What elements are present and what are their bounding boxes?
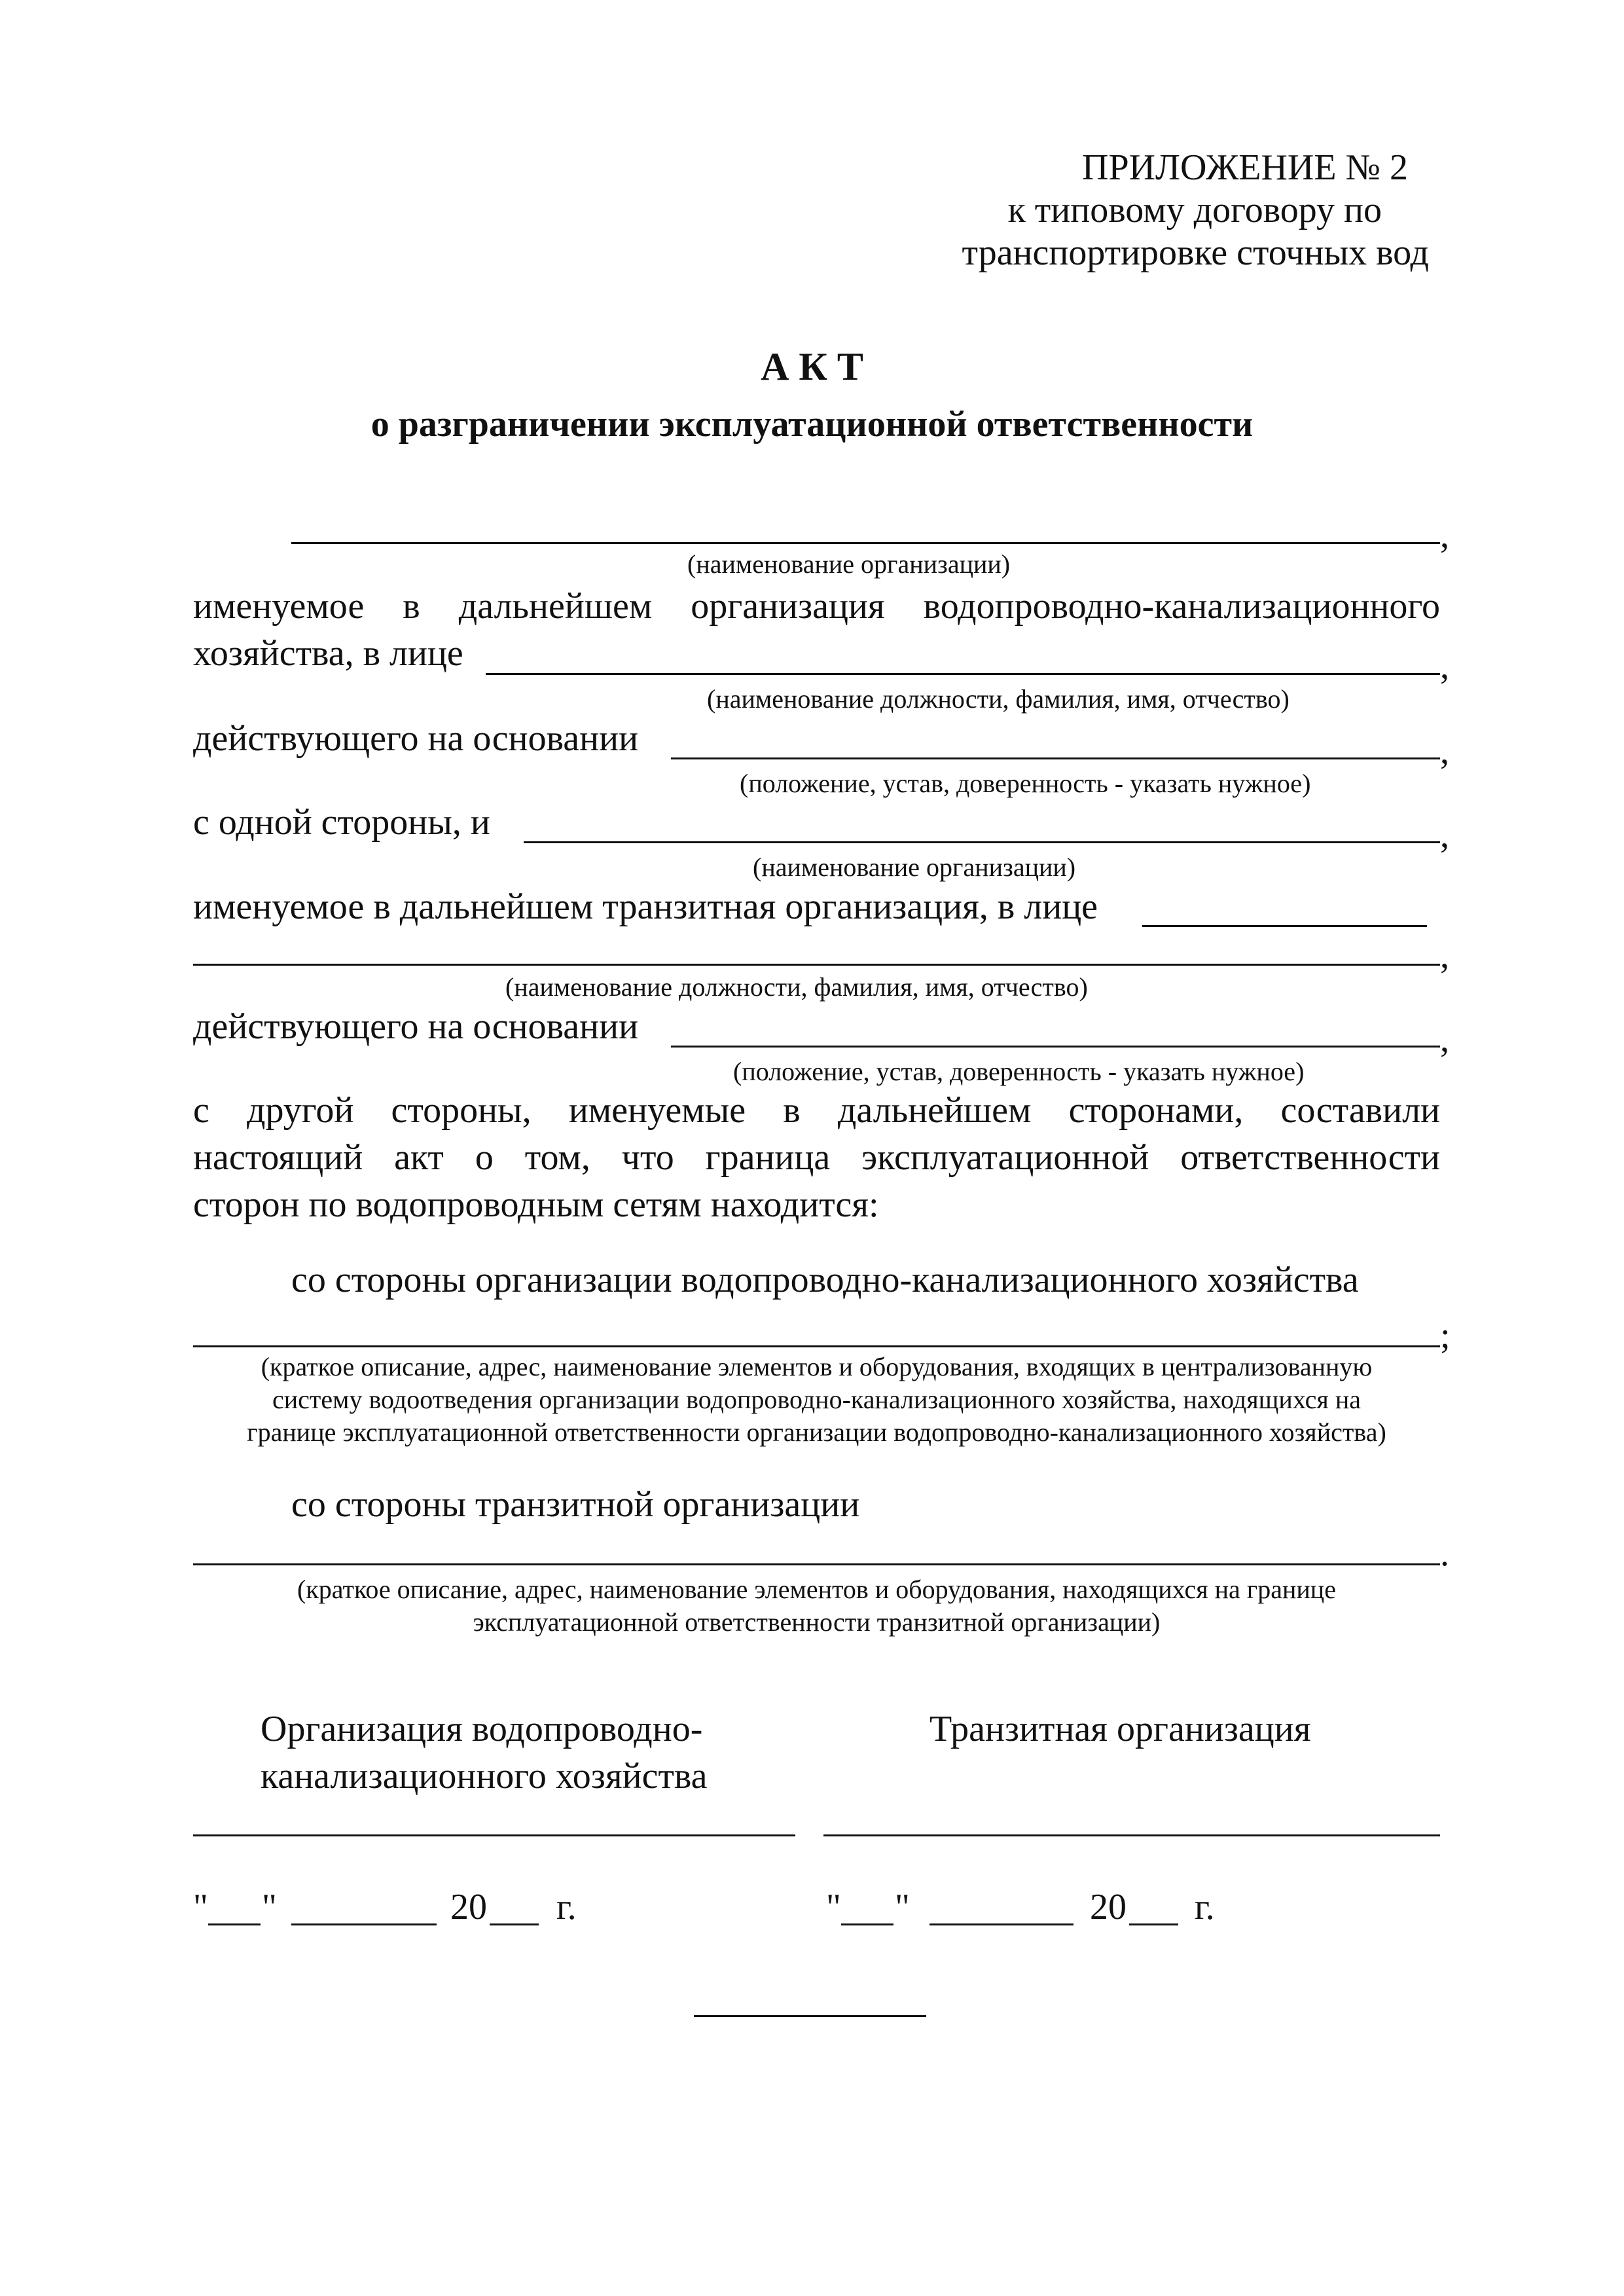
comma: ,: [1440, 936, 1449, 976]
wss-signature-field[interactable]: [193, 1834, 795, 1836]
comma: ,: [1440, 646, 1449, 687]
year-prefix: 20: [450, 1887, 487, 1927]
wss-side-heading: со стороны организации водопроводно-канализационного хозяйства: [291, 1260, 1359, 1300]
wss-designation-text: именуемое в дальнейшем организация водопроводно-канализационного: [193, 586, 1440, 627]
year-suffix: г.: [556, 1887, 577, 1927]
transit-boundary-caption-2: эксплуатационной ответственности транзитной организации): [473, 1607, 1161, 1637]
wss-signature-title-1: Организация водопроводно-: [261, 1709, 703, 1749]
acting-basis-label: действующего на основании: [193, 718, 639, 759]
representative-caption: (наименование должности, фамилия, имя, отчество): [707, 684, 1290, 714]
wss-boundary-caption-3: границе эксплуатационной ответственности организации водопроводно-канализационного хозяйства): [247, 1417, 1386, 1447]
transit-representative-caption: (наименование должности, фамилия, имя, отчество): [505, 972, 1088, 1002]
year-field[interactable]: [1129, 1923, 1178, 1925]
transit-signature-title: Транзитная организация: [929, 1709, 1311, 1749]
transit-representative-field[interactable]: [1142, 925, 1427, 927]
comma: ,: [1440, 731, 1449, 772]
body-line: с другой стороны, именуемые в дальнейшем сторонами, составили: [193, 1090, 1440, 1131]
comma: ,: [1440, 515, 1449, 556]
period: .: [1440, 1533, 1449, 1574]
wss-signature-title-2: канализационного хозяйства: [261, 1756, 708, 1796]
one-side-label: с одной стороны, и: [193, 802, 490, 843]
date-quote-open: ": [193, 1887, 208, 1927]
second-org-field[interactable]: [524, 841, 1440, 843]
day-field[interactable]: [208, 1923, 261, 1925]
in-person-label: хозяйства, в лице: [193, 633, 463, 674]
body-line: настоящий акт о том, что граница эксплуатационной ответственности: [193, 1137, 1440, 1178]
transit-boundary-caption-1: (краткое описание, адрес, наименование элементов и оборудования, находящихся на границе: [297, 1575, 1336, 1604]
date-quote-close: ": [895, 1887, 910, 1927]
wss-boundary-caption-1: (краткое описание, адрес, наименование элементов и оборудования, входящих в централизованную: [261, 1352, 1373, 1381]
transit-boundary-field[interactable]: [193, 1563, 1440, 1565]
wss-boundary-caption-2: систему водоотведения организации водопроводно-канализационного хозяйства, находящихся на: [272, 1385, 1361, 1414]
closing-separator: [694, 2015, 926, 2017]
month-field[interactable]: [291, 1923, 437, 1925]
transit-side-heading: со стороны транзитной организации: [291, 1484, 860, 1525]
date-quote-close: ": [262, 1887, 277, 1927]
date-quote-open: ": [826, 1887, 841, 1927]
transit-basis-caption: (положение, устав, доверенность - указать нужное): [733, 1057, 1305, 1086]
basis-field[interactable]: [671, 757, 1440, 759]
representative-field[interactable]: [486, 673, 1440, 675]
comma: ,: [1440, 815, 1449, 856]
year-prefix: 20: [1090, 1887, 1127, 1927]
wss-boundary-field[interactable]: [193, 1345, 1440, 1347]
month-field[interactable]: [929, 1923, 1074, 1925]
second-org-caption: (наименование организации): [753, 852, 1076, 882]
transit-acting-basis-label: действующего на основании: [193, 1006, 639, 1047]
semicolon: ;: [1440, 1315, 1451, 1356]
org-name-field[interactable]: [291, 542, 1440, 544]
year-suffix: г.: [1195, 1887, 1215, 1927]
comma: ,: [1440, 1019, 1449, 1060]
transit-basis-field[interactable]: [671, 1046, 1440, 1048]
appendix-number: ПРИЛОЖЕНИЕ № 2: [1082, 147, 1408, 188]
year-field[interactable]: [490, 1923, 539, 1925]
appendix-subject-line: транспортировке сточных вод: [962, 232, 1429, 273]
day-field[interactable]: [841, 1923, 893, 1925]
basis-caption: (положение, устав, доверенность - указать нужное): [740, 769, 1311, 798]
transit-signature-field[interactable]: [823, 1834, 1440, 1836]
transit-designation-text: именуемое в дальнейшем транзитная организация, в лице: [193, 886, 1098, 927]
transit-representative-field-cont[interactable]: [193, 964, 1440, 966]
document-title: А К Т: [761, 345, 863, 388]
org-name-caption: (наименование организации): [687, 549, 1011, 579]
body-line: сторон по водопроводным сетям находится:: [193, 1184, 879, 1225]
document-subtitle: о разграничении эксплуатационной ответственности: [370, 404, 1254, 445]
appendix-contract-line: к типовому договору по: [1007, 190, 1382, 230]
